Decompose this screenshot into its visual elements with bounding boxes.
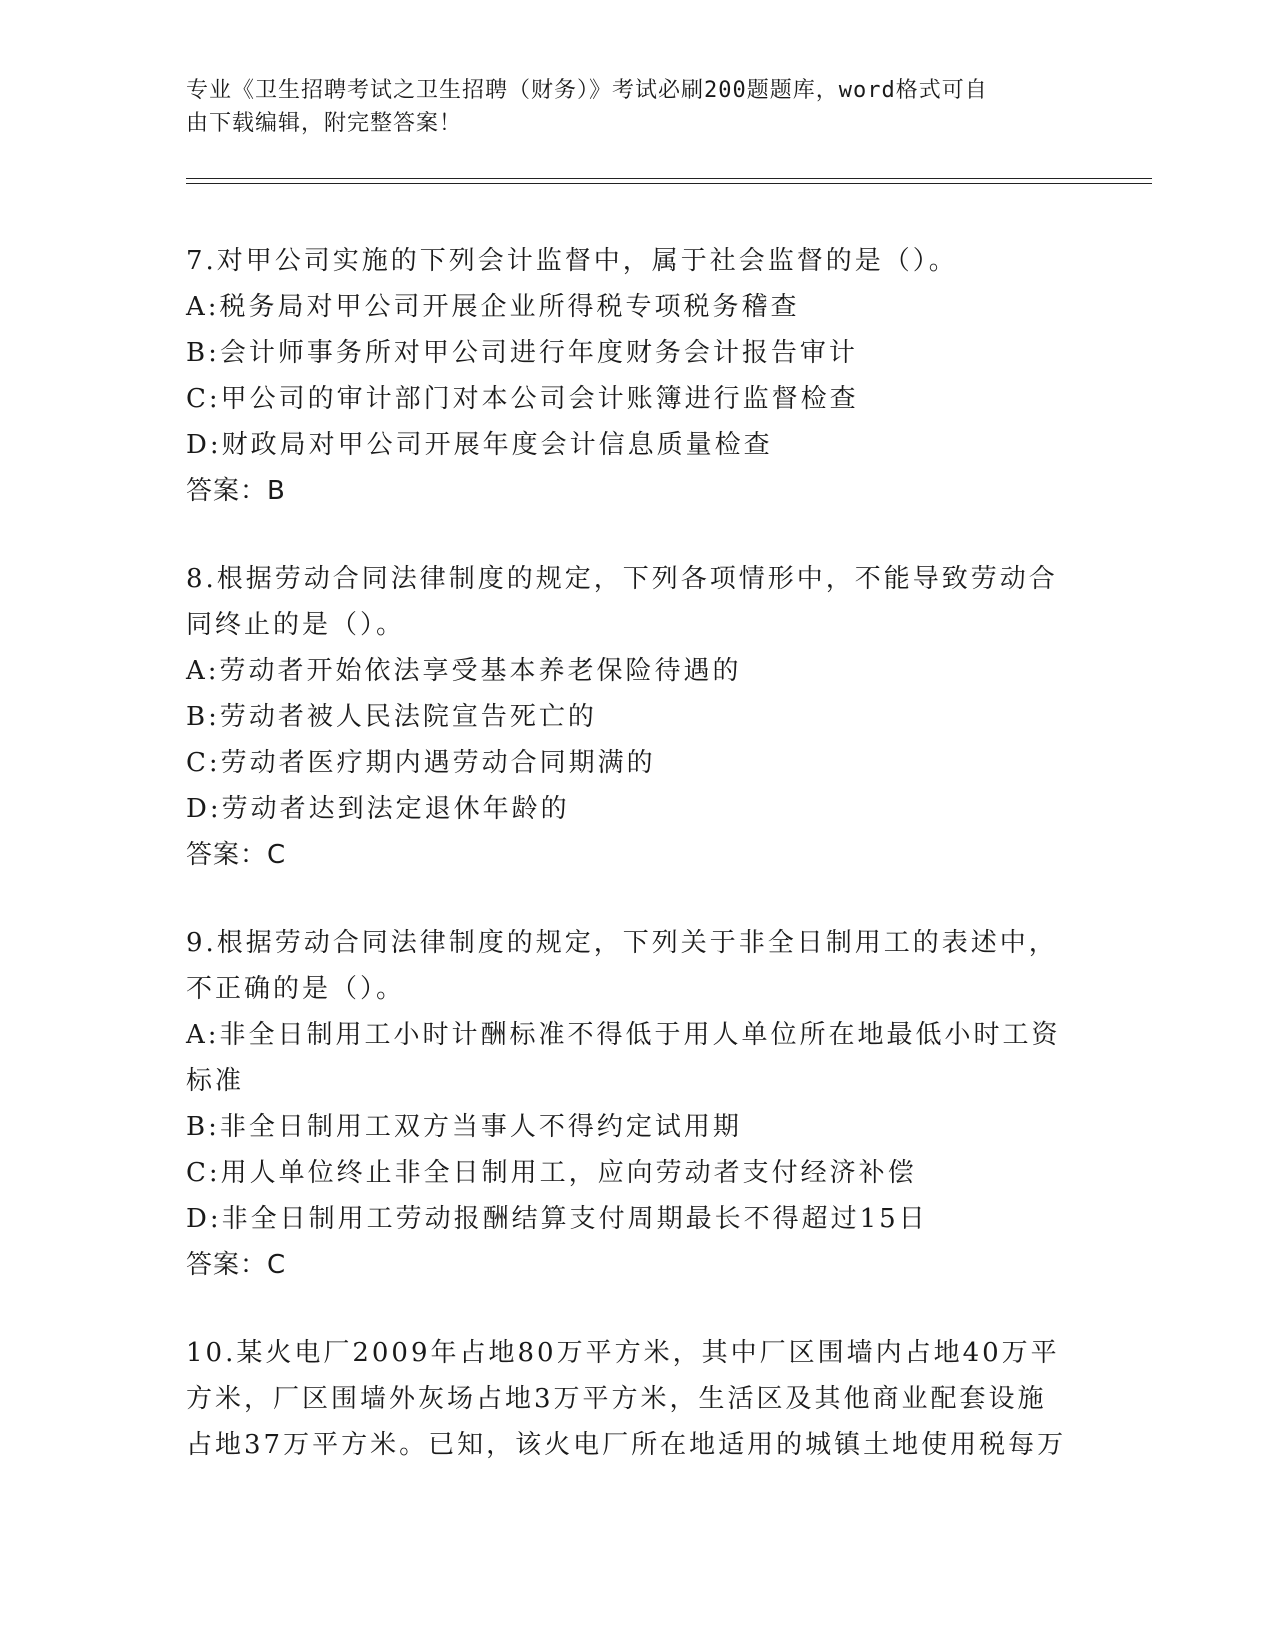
header-title-line-2: 由下载编辑，附完整答案！: [186, 111, 463, 136]
question-stem-continued: 不正确的是（）。: [186, 974, 406, 1004]
document-header: [186, 74, 1066, 140]
question-stem: 9.根据劳动合同法律制度的规定，下列关于非全日制用工的表述中，: [186, 928, 1058, 958]
option-c: C:用人单位终止非全日制用工，应向劳动者支付经济补偿: [186, 1158, 917, 1188]
question-item: [186, 556, 1086, 878]
option-a: A:税务局对甲公司开展企业所得税专项税务稽查: [186, 292, 800, 322]
question-stem-continued: 方米，厂区围墙外灰场占地3万平方米，生活区及其他商业配套设施: [186, 1384, 1047, 1414]
question-list: [186, 238, 1086, 1510]
option-a-continued: 标准: [186, 1066, 245, 1096]
header-divider-bottom: [186, 183, 1152, 184]
header-title-line-1: 专业《卫生招聘考试之卫生招聘（财务）》考试必刷200题题库，word格式可自: [186, 78, 988, 103]
question-item: [186, 920, 1086, 1288]
question-stem: 8.根据劳动合同法律制度的规定，下列各项情形中，不能导致劳动合: [186, 564, 1058, 594]
option-d: D:非全日制用工劳动报酬结算支付周期最长不得超过15日: [186, 1204, 928, 1234]
option-c: C:甲公司的审计部门对本公司会计账簿进行监督检查: [186, 384, 859, 414]
answer-text: 答案：B: [186, 476, 286, 506]
answer-text: 答案：C: [186, 1250, 287, 1280]
option-d: D:劳动者达到法定退休年龄的: [186, 794, 570, 824]
question-item: [186, 1330, 1086, 1468]
option-a: A:劳动者开始依法享受基本养老保险待遇的: [186, 656, 742, 686]
answer-text: 答案：C: [186, 840, 287, 870]
question-item: [186, 238, 1086, 514]
option-d: D:财政局对甲公司开展年度会计信息质量检查: [186, 430, 773, 460]
question-stem: 7.对甲公司实施的下列会计监督中，属于社会监督的是（）。: [186, 246, 958, 276]
option-b: B:会计师事务所对甲公司进行年度财务会计报告审计: [186, 338, 858, 368]
header-divider-top: [186, 178, 1152, 179]
option-b: B:劳动者被人民法院宣告死亡的: [186, 702, 597, 732]
option-c: C:劳动者医疗期内遇劳动合同期满的: [186, 748, 656, 778]
option-a: A:非全日制用工小时计酬标准不得低于用人单位所在地最低小时工资: [186, 1020, 1061, 1050]
question-stem-continued: 同终止的是（）。: [186, 610, 406, 640]
question-stem: 10.某火电厂2009年占地80万平方米，其中厂区围墙内占地40万平: [186, 1338, 1060, 1368]
question-stem-continued: 占地37万平方米。已知，该火电厂所在地适用的城镇土地使用税每万: [186, 1430, 1067, 1460]
option-b: B:非全日制用工双方当事人不得约定试用期: [186, 1112, 742, 1142]
